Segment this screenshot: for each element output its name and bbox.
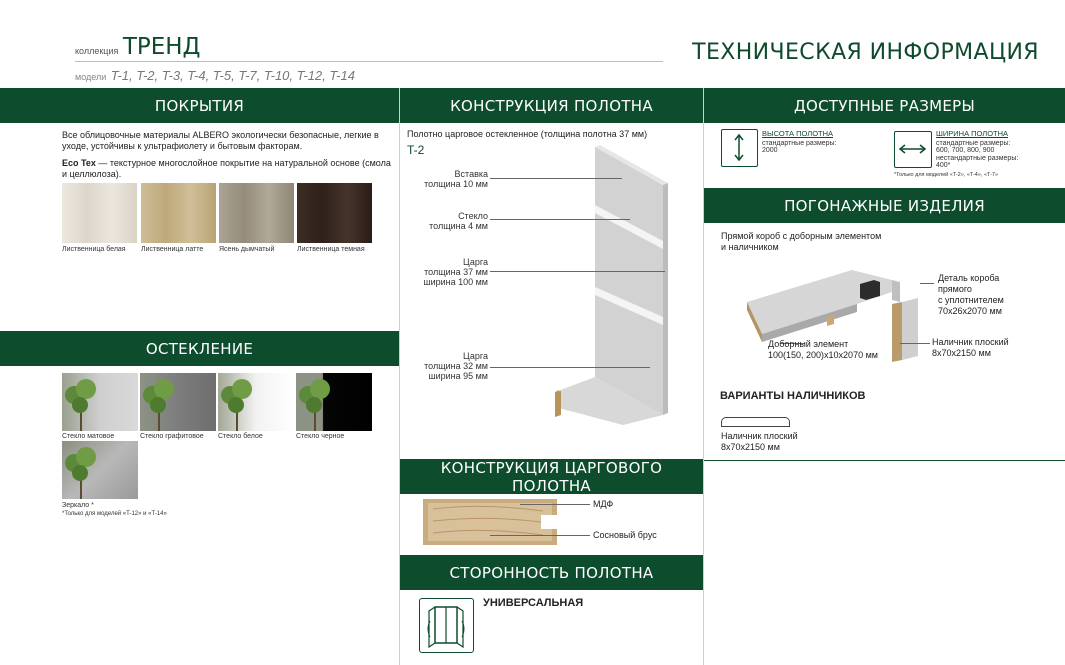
mouldings-heading: ПОГОНАЖНЫЕ ИЗДЕЛИЯ: [704, 188, 1065, 223]
ecotex-description: [62, 158, 398, 180]
glass-label-line2: толщина 4 мм: [429, 221, 488, 231]
casing-variant-label: [721, 431, 798, 453]
sizes-footnote: *Только для моделей «T-2», «T-4», «T-7»: [894, 172, 999, 178]
glass-label: Стекло матовое: [62, 433, 115, 440]
rail-label-line1: Царга: [463, 351, 488, 361]
collection-heading: [75, 34, 201, 60]
width-nonstd-label: нестандартные размеры:: [936, 155, 1019, 162]
leader-line: [490, 271, 665, 272]
mouldings-caption-line2: и наличником: [721, 242, 779, 252]
mdf-label: МДФ: [593, 499, 614, 509]
plant-icon: [140, 373, 178, 431]
models-prefix: модели: [75, 72, 107, 82]
mouldings-caption: [721, 231, 881, 253]
rail-label-line2: толщина 32 мм: [424, 361, 488, 371]
rail-37-label: [400, 257, 488, 287]
height-title: ВЫСОТА ПОЛОТНА: [762, 129, 834, 138]
width-std: 600, 700, 800, 900: [936, 147, 995, 154]
glass-mirror: [62, 441, 138, 499]
glass-black: [296, 373, 372, 431]
collection-name: ТРЕНД: [122, 34, 201, 60]
side-value: УНИВЕРСАЛЬНАЯ: [483, 597, 584, 609]
glazing-footnote: *Только для моделей «T-12» и «T-14»: [62, 511, 167, 517]
width-std-label: стандартные размеры:: [936, 140, 1011, 147]
section-rule: [704, 460, 1065, 461]
box-detail-label: [938, 273, 1004, 317]
casing-variant-line1: Наличник плоский: [721, 431, 798, 441]
glazing-heading: ОСТЕКЛЕНИЕ: [0, 331, 399, 366]
pine-label: Сосновый брус: [593, 530, 657, 540]
extension-line2: 100(150, 200)x10x2070 мм: [768, 350, 878, 360]
coatings-heading: ПОКРЫТИЯ: [0, 88, 399, 123]
construction-caption: Полотно царговое остекленное (толщина полотна 37 мм): [407, 129, 648, 139]
leader-line: [490, 178, 622, 179]
glass-label: Зеркало *: [62, 502, 94, 509]
rail-32-label: [400, 351, 488, 381]
box-detail-line4: 70x26x2070 мм: [938, 306, 1002, 316]
plant-icon: [62, 373, 100, 431]
box-detail-line3: с уплотнителем: [938, 295, 1004, 305]
rail-label-line1: Царга: [463, 257, 488, 267]
coatings-intro: Все облицовочные материалы ALBERO экологически безопасные, легкие в уходе, устойчивы к ультрафиолету и бытовым факторам.: [62, 130, 379, 151]
side-heading: СТОРОННОСТЬ ПОЛОТНА: [400, 555, 703, 590]
box-detail-line2: прямого: [938, 284, 972, 294]
glass-thickness-label: [400, 211, 488, 231]
leader-line: [920, 283, 934, 284]
height-std: 2000: [762, 147, 778, 154]
insert-label-line2: толщина 10 мм: [424, 179, 488, 189]
casing-variants-heading: ВАРИАНТЫ НАЛИЧНИКОВ: [720, 390, 866, 402]
glass-graphite: [140, 373, 216, 431]
extension-line1: Доборный элемент: [768, 339, 849, 349]
swatch-smoky-ash: [219, 183, 294, 243]
casing-label: [932, 337, 1009, 359]
door-leaf-diagram: [545, 145, 675, 425]
glass-label: Стекло графитовое: [140, 433, 204, 440]
glass-matte: [62, 373, 138, 431]
glass-label: Стекло черное: [296, 433, 345, 440]
column-divider: [703, 88, 704, 665]
swatch-label: Лиственница темная: [297, 246, 365, 253]
mouldings-caption-line1: Прямой короб с доборным элементом: [721, 231, 882, 241]
rail-label-line3: ширина 95 мм: [428, 371, 488, 381]
width-icon-box: [894, 131, 932, 168]
glass-white: [218, 373, 294, 431]
frame-section-diagram: [423, 499, 557, 545]
swatch-label: Лиственница белая: [62, 246, 126, 253]
casing-line1: Наличник плоский: [932, 337, 1009, 347]
door-side-icon: [419, 598, 474, 653]
box-detail-line1: Деталь короба: [938, 273, 1000, 283]
rail-label-line3: ширина 100 мм: [423, 277, 488, 287]
flat-casing-profile: [721, 417, 790, 427]
models-line: [75, 67, 355, 85]
sizes-heading: ДОСТУПНЫЕ РАЗМЕРЫ: [704, 88, 1065, 123]
double-door-icon: [420, 599, 472, 651]
swatch-label: Лиственница латте: [141, 246, 204, 253]
height-icon-box: [721, 129, 758, 167]
leader-line: [900, 343, 930, 344]
glass-label: Стекло белое: [218, 433, 263, 440]
models-list: T-1, T-2, T-3, T-4, T-5, T-7, T-10, T-12, T-14: [110, 68, 355, 83]
insert-label-line1: Вставка: [454, 169, 488, 179]
ecotex-text: — текстурное многослойное покрытие на натуральной основе (смола и целлюлоза).: [62, 158, 391, 179]
ecotex-title: Eco Tex: [62, 158, 96, 168]
rail-label-line2: толщина 37 мм: [424, 267, 488, 277]
swatch-label: Ясень дымчатый: [219, 246, 275, 253]
swatch-latte-larch: [141, 183, 216, 243]
frame-construction-heading: КОНСТРУКЦИЯ ЦАРГОВОГО ПОЛОТНА: [400, 459, 703, 494]
header-rule: [75, 61, 663, 62]
leader-line: [520, 504, 590, 505]
leader-line: [490, 219, 630, 220]
vertical-arrow-icon: [722, 130, 756, 165]
plant-icon: [62, 441, 100, 499]
plant-icon: [296, 373, 334, 431]
horizontal-arrow-icon: [895, 132, 930, 166]
casing-variant-line2: 8x70x2150 мм: [721, 442, 780, 452]
height-std-label: стандартные размеры:: [762, 140, 837, 147]
insert-label: [400, 169, 488, 189]
width-nonstd: 400*: [936, 162, 951, 169]
construction-model: T-2: [407, 143, 425, 157]
glass-label-line1: Стекло: [458, 211, 488, 221]
extension-label: [768, 339, 878, 361]
swatch-dark-larch: [297, 183, 372, 243]
leader-line: [490, 535, 590, 536]
swatch-white-larch: [62, 183, 137, 243]
width-title: ШИРИНА ПОЛОТНА: [936, 129, 1009, 138]
leader-line: [490, 367, 650, 368]
plant-icon: [218, 373, 256, 431]
collection-prefix: коллекция: [75, 46, 119, 56]
construction-heading: КОНСТРУКЦИЯ ПОЛОТНА: [400, 88, 703, 123]
page-title: ТЕХНИЧЕСКАЯ ИНФОРМАЦИЯ: [692, 40, 1039, 65]
casing-line2: 8x70x2150 мм: [932, 348, 991, 358]
